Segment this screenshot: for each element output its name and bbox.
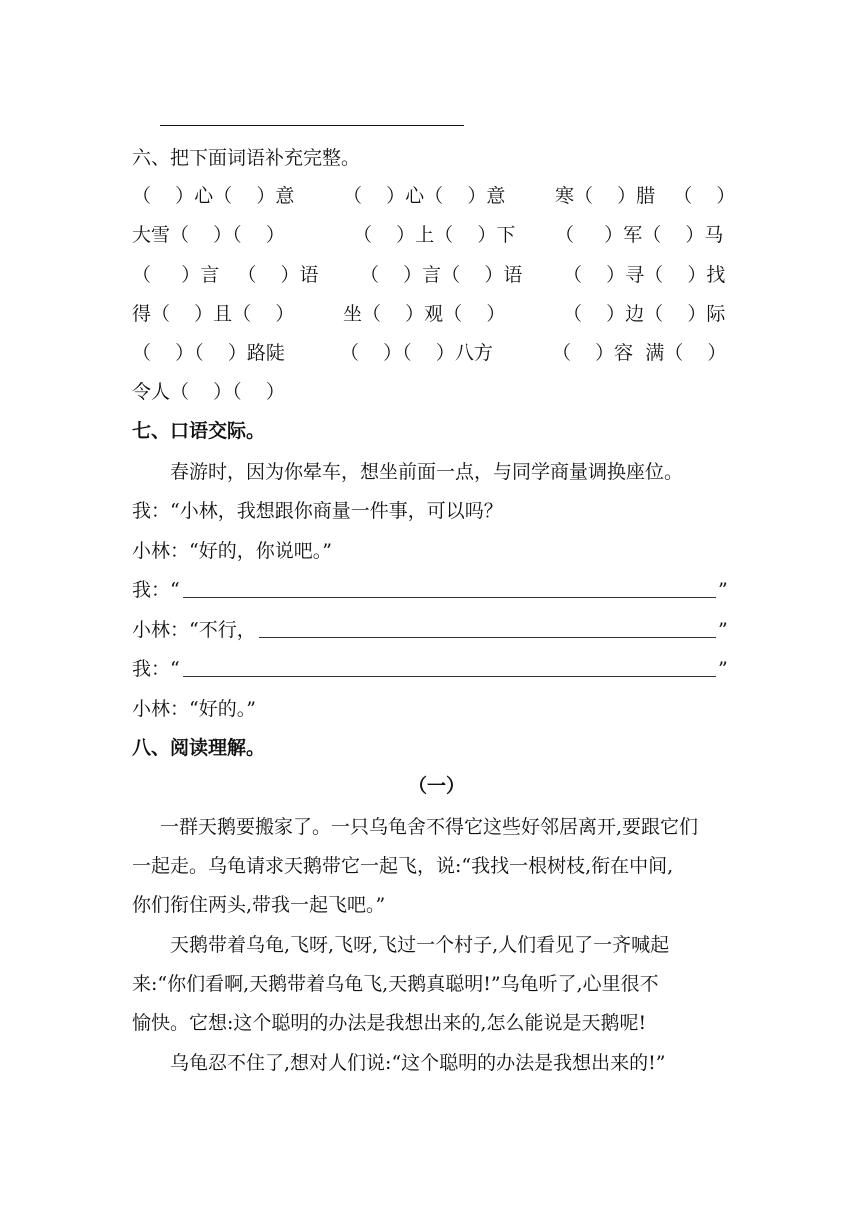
fill-item: 得（ ）且（ ） <box>132 303 295 325</box>
end-quote: ” <box>718 619 728 641</box>
dialog-line <box>132 617 256 643</box>
fill-item: （ ）边（ ）际 <box>563 303 726 325</box>
passage-line: 来:“你们看啊,天鹅带着乌龟飞,天鹅真聪明!”乌龟听了,心里很不 <box>132 973 659 995</box>
dialog-speaker: 我：“ <box>132 579 180 601</box>
passage-line: 一起走。乌龟请求天鹅带它一起飞，说:“我找一根树枝,衔在中间, <box>132 855 674 877</box>
section7-intro: 春游时，因为你晕车，想坐前面一点，与同学商量调换座位。 <box>170 461 684 483</box>
fill-item: （ ）言 （ ）语 <box>132 264 319 286</box>
answer-blank[interactable] <box>259 619 716 638</box>
answer-blank[interactable] <box>183 658 716 677</box>
fill-item: （ ）心（ ）意 <box>132 185 295 207</box>
passage-line: 愉快。它想:这个聪明的办法是我想出来的,怎么能说是天鹅呢! <box>132 1012 647 1034</box>
dialog-line: 我：“小林，我想跟你商量一件事，可以吗？ <box>132 500 503 522</box>
section6-title: 六、把下面词语补充完整。 <box>132 147 361 169</box>
fill-item: （ ）（ ）路陡 <box>132 342 285 364</box>
fill-item: 大雪（ ）（ ） <box>132 224 285 246</box>
fill-item: （ ）言（ ）语 <box>360 264 523 286</box>
fill-item: （ ）（ ）八方 <box>340 342 493 364</box>
dialog-speaker: 小林：“不行， <box>132 619 256 641</box>
fill-item: （ ）容 满（ ） <box>552 342 727 364</box>
dialog-line: 小林：“好的。” <box>132 698 256 720</box>
dialog-line: 小林：“好的，你说吧。” <box>132 540 332 562</box>
passage-line: 天鹅带着乌龟,飞呀,飞呀,飞过一个村子,人们看见了一齐喊起 <box>170 934 670 956</box>
passage-line: 你们衔住两头,带我一起飞吧。” <box>132 894 386 916</box>
fill-item: 令人（ ）（ ） <box>132 381 285 403</box>
end-quote: ” <box>718 579 728 601</box>
fill-item: （ ）寻（ ）找 <box>563 264 726 286</box>
dialog-line <box>132 656 180 682</box>
dialog-line <box>132 577 180 603</box>
section7-title: 七、口语交际。 <box>132 420 266 442</box>
dialog-speaker: 我：“ <box>132 658 180 680</box>
fill-item: 坐（ ）观（ ） <box>343 303 506 325</box>
passage-line: 乌龟忍不住了,想对人们说:“这个聪明的办法是我想出来的!” <box>170 1052 666 1074</box>
fill-item: （ ）心（ ）意 <box>343 185 506 207</box>
fill-item: 寒（ ）腊 （ ） <box>555 185 736 207</box>
passage-number: （一） <box>408 775 466 797</box>
section8-title: 八、阅读理解。 <box>132 737 266 759</box>
top-rule <box>160 125 464 126</box>
fill-item: （ ）上（ ）下 <box>353 224 516 246</box>
fill-item: （ ）军（ ）马 <box>555 224 724 246</box>
answer-blank[interactable] <box>183 579 716 598</box>
passage-line: 一群天鹅要搬家了。一只乌龟舍不得它这些好邻居离开,要跟它们 <box>160 816 699 838</box>
end-quote: ” <box>718 658 728 680</box>
